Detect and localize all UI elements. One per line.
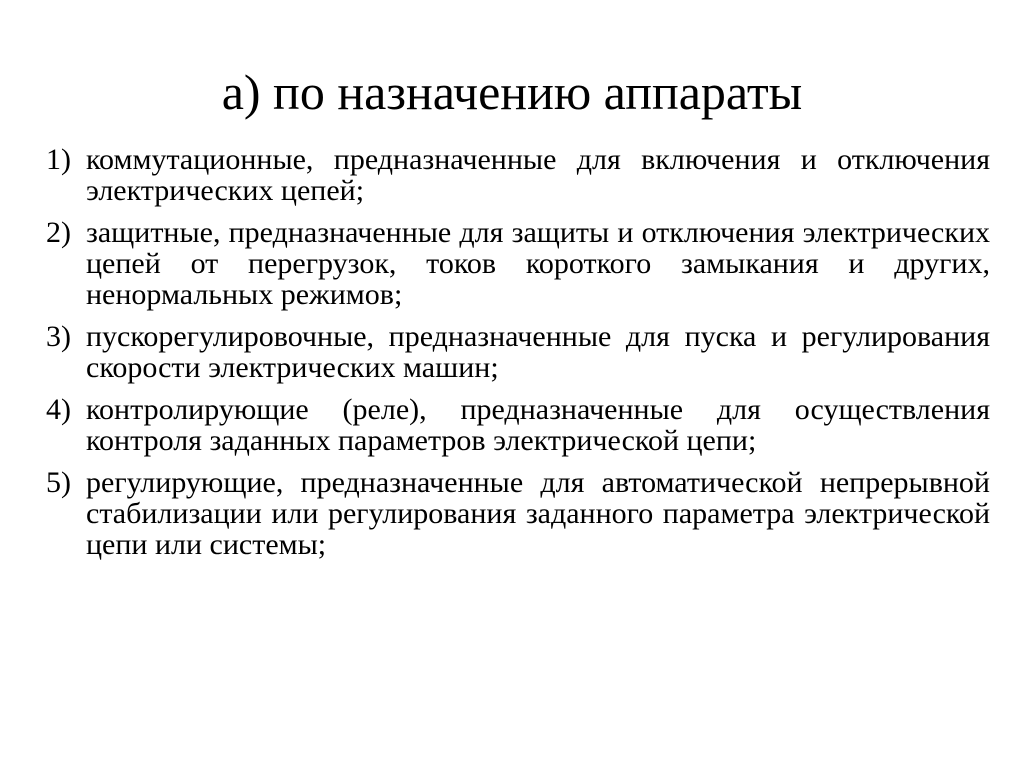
slide-title: а) по назначению аппараты (221, 64, 803, 120)
list-item-number: 5) (46, 466, 71, 499)
list-item-number: 2) (46, 216, 71, 249)
list-item (46, 394, 990, 456)
list-item-number: 3) (46, 320, 71, 353)
list-item-text: защитные, предназначенные для защиты и отключения электрических цепей от перегрузок, токов короткого замыкания и других, ненормальных режимов; (86, 216, 990, 311)
list-item (46, 467, 990, 560)
list-item-text: пускорегулировочные, предназначенные для пуска и регулирования скорости электрических машин; (86, 320, 990, 384)
list-item (46, 144, 990, 206)
list-item-text: регулирующие, предназначенные для автоматической непрерывной стабилизации или регулирования заданного параметра электрической цепи или системы; (86, 466, 990, 561)
list-item (46, 217, 990, 310)
list-item-number: 1) (46, 143, 71, 176)
apparatus-list (46, 144, 990, 571)
list-item (46, 321, 990, 383)
list-item-number: 4) (46, 393, 71, 426)
list-item-text: коммутационные, предназначенные для включения и отключения электрических цепей; (86, 143, 990, 207)
list-item-text: контролирующие (реле), предназначенные для осуществления контроля заданных параметров электрической цепи; (86, 393, 990, 457)
